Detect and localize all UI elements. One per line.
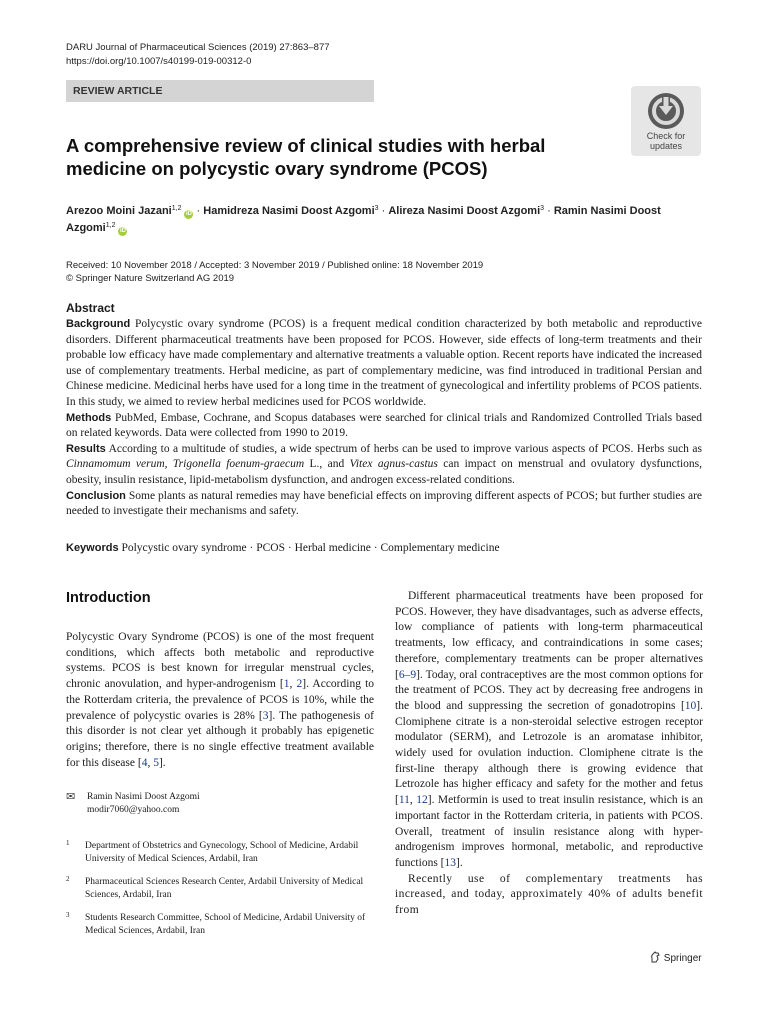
author-separator: · [381,205,386,217]
citation-link[interactable]: 5 [153,756,159,769]
keywords-label: Keywords [66,542,119,554]
citation-link[interactable]: 10 [684,699,697,712]
author-list [66,203,706,237]
results-text: L., and [304,458,350,471]
body-text: , [147,756,154,769]
author-separator: · [196,205,201,217]
orcid-icon[interactable]: iD [119,228,126,234]
author-affiliation-sup: 3 [540,205,545,212]
citation-link[interactable]: 11 [398,794,410,807]
conclusion-text: Some plants as natural remedies may have beneficial effects on improving different aspects of PCOS; but further studies are needed to investigate their mechanisms and safety. [66,489,702,518]
keywords-text: Polycystic ovary syndrome · PCOS · Herbal medicine · Complementary medicine [121,542,500,554]
doi-link[interactable]: https://doi.org/10.1007/s40199-019-00312-0 [66,56,252,67]
publication-dates: Received: 10 November 2018 / Accepted: 3 November 2019 / Published online: 18 November 2019 [66,260,484,271]
background-text: Polycystic ovary syndrome (PCOS) is a frequent medical condition characterized by both metabolic and reproductive disorders. Different pharmaceutical treatments have been proposed for PCOS. However, side effects of long-term treatments and their probable low efficacy have made complementary and alternative treatments a valuable option. Recent reports have indicated the increased use of complementary treatments. Herbal medicine, as part of complementary medicine, was find introduced in traditional Persian and Chinese medicine. Medicinal herbs have used for a long time in the treatment of gynecological and infertility problems of PCOS patients. In this study, we aimed to review herbal medicines used for PCOS worldwide. [66,318,702,408]
body-text: Different pharmaceutical treatments have been proposed for PCOS. However, they have disadvantages, such as adverse effects, low compliance of patients with long-term pharmaceutical treatments, low efficacy, and contraindications in some cases; therefore, complementary treatments can be proper alternatives [ [395,590,703,681]
citation-link[interactable]: 4 [141,756,148,769]
citation-link[interactable]: 1 [283,678,290,691]
corresponding-author-email[interactable]: modir7060@yahoo.com [87,805,180,815]
publisher-footer [650,951,702,966]
affiliation-item [66,876,374,902]
intro-paragraph-1 [66,630,374,771]
intro-paragraph-2 [395,589,703,872]
abstract-methods [66,411,702,442]
author-affiliation-sup: 1,2 [105,222,116,229]
orcid-icon[interactable]: iD [185,211,192,217]
article-title: A comprehensive review of clinical studies with herbal medicine on polycystic ovary syndrome (PCOS) [66,135,546,179]
keywords-line [66,541,500,556]
body-text: , [289,678,297,691]
abstract-results [66,442,702,489]
results-label: Results [66,442,106,455]
correspondence-block [66,791,374,817]
citation-link[interactable]: 13 [444,856,457,869]
check-for-updates-icon [646,91,686,131]
methods-text: PubMed, Embase, Cochrane, and Scopus databases were searched for clinical trials and Randomized Controlled Trials based on related keywords. Data were collected from 1990 to 2019. [66,411,702,440]
author-affiliation-sup: 1,2 [171,205,182,212]
methods-label: Methods [66,411,112,424]
background-label: Background [66,318,131,330]
citation-link[interactable]: 6–9 [398,668,417,681]
intro-paragraph-3: Recently use of complementary treatments has increased, and today, approximately 40% of adults benefit from [395,872,703,917]
abstract-section [66,300,702,520]
introduction-heading: Introduction [66,590,151,606]
herb-names-italic: Cinnamomum verum, Trigonella foenum-graecum [66,458,305,471]
affiliation-text: Students Research Committee, School of Medicine, Ardabil University of Medical Sciences, Ardabil, Iran [85,913,366,936]
results-text: can impact on menstrual and ovulatory dysfunctions, obesity, insulin resistance, lipid-metabolism dysfunction, and androgen excess-related conditions. [66,458,702,486]
body-text: ]. Clomiphene citrate is a non-steroidal selective estrogen receptor modulator (SERM), and Letrozole is an aromatase inhibitor, widely used for ovulation induction. Clomiphene citrate is the first-line therapy although there is growing evidence that Letrozole has higher efficacy and safety for the mother and fetus [ [395,699,703,807]
affiliation-text: Pharmaceutical Sciences Research Center, Ardabil University of Medical Sciences, Ardabil, Iran [85,877,364,900]
body-text: ]. Metformin is used to treat insulin resistance, which is an important factor in the Rotterdam criteria, in patients with PCOS. Overall, treatment of insulin resistance along with hyper-androgenism improves hormonal, metabolic, and reproductive functions [ [395,794,703,869]
footnotes [66,791,374,938]
envelope-icon: ✉ [66,791,76,803]
affiliation-number: 3 [66,911,70,919]
abstract-heading: Abstract [66,301,115,315]
left-column [66,588,374,771]
author-name: Alireza Nasimi Doost Azgomi [388,205,541,217]
abstract-background [66,317,702,411]
article-type-label: REVIEW ARTICLE [66,80,374,102]
citation-link[interactable]: 2 [296,678,303,691]
author-name: Arezoo Moini Jazani [66,205,172,217]
journal-citation: DARU Journal of Pharmaceutical Sciences (2019) 27:863–877 [66,42,330,53]
affiliation-number: 2 [66,875,70,883]
herb-name-italic: Vitex agnus-castus [349,458,438,471]
results-text: According to a multitude of studies, a wide spectrum of herbs can be used to improve various aspects of PCOS. Herbs such as [108,442,702,455]
author-separator: · [547,205,551,217]
affiliation-number: 1 [66,839,70,847]
body-text: ]. [456,856,463,869]
affiliation-text: Department of Obstetrics and Gynecology, School of Medicine, Ardabil University of Medical Sciences, Ardabil, Iran [85,841,359,864]
copyright-notice: © Springer Nature Switzerland AG 2019 [66,273,235,284]
affiliation-item [66,912,374,938]
author-affiliation-sup: 3 [374,205,379,212]
check-for-updates-line2: updates [649,141,683,151]
body-text: ]. According to the Rotterdam criteria, the prevalence of PCOS is 10%, while the prevalence of polycystic ovaries is 28% [ [66,678,375,722]
check-for-updates-line1: Check for [646,131,686,141]
springer-horse-icon [650,951,661,963]
body-text: ]. Today, oral contraceptives are the most common options for the treatment of PCOS. They act by decreasing free androgens in the blood and suppressing the secretion of gonadotropins [ [395,668,703,712]
abstract-conclusion [66,489,702,520]
body-text: , [409,794,417,807]
citation-link[interactable]: 12 [416,794,428,807]
body-text: Polycystic Ovary Syndrome (PCOS) is one of the most frequent conditions, which affects both metabolic and reproductive systems. PCOS is best known for irregular menstrual cycles, chronic anovulation, and hyper-androgenism [ [66,631,374,691]
body-text: ]. The pathogenesis of this disorder is not clear yet although it probably has epigenetic origins; therefore, there is no single effective treatment available for this disease [ [66,709,375,769]
conclusion-label: Conclusion [66,489,126,502]
affiliation-item [66,840,374,866]
author-name: Ramin Nasimi Doost Azgomi [66,205,661,234]
corresponding-author-name: Ramin Nasimi Doost Azgomi [87,792,200,802]
author-name: Hamidreza Nasimi Doost Azgomi [203,205,375,217]
body-text: ]. [158,756,166,769]
check-for-updates-button[interactable] [631,86,701,156]
citation-link[interactable]: 3 [262,709,269,722]
right-column [395,589,703,919]
publisher-name: Springer [663,953,702,964]
